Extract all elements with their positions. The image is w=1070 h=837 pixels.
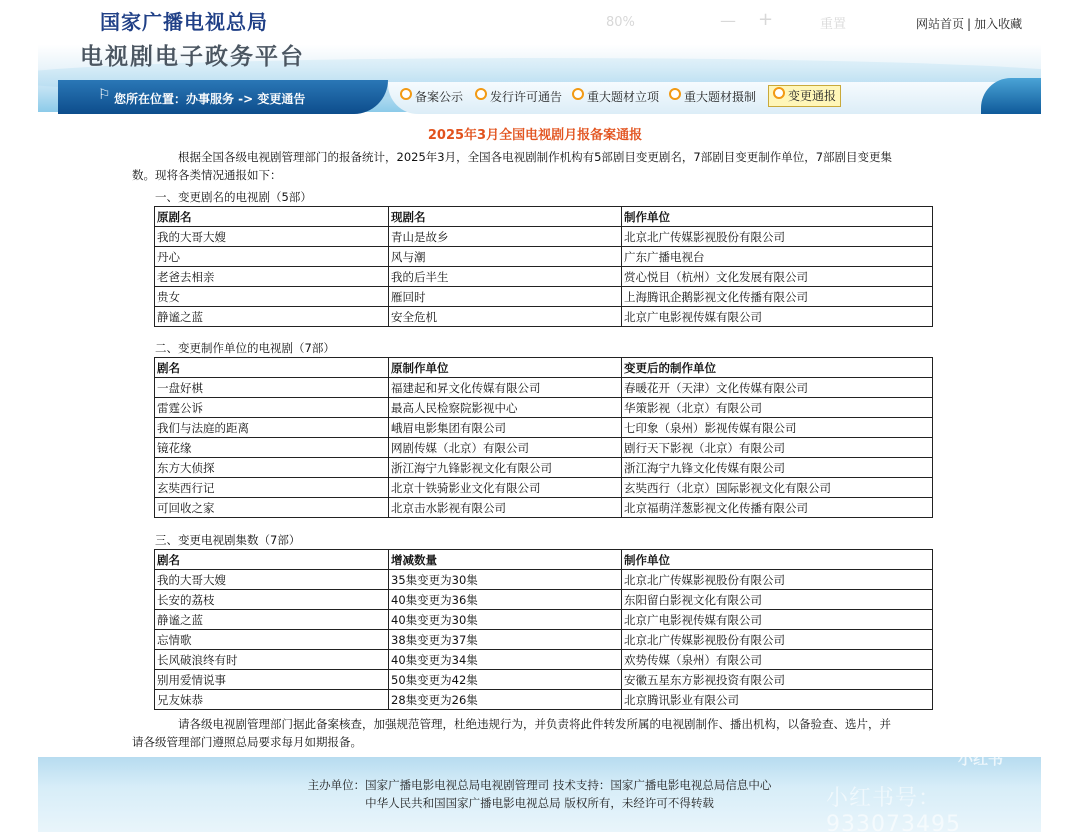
table-cell: 华策影视（北京）有限公司: [622, 398, 933, 418]
table-cell: 安全危机: [389, 307, 622, 327]
zoom-reset-button[interactable]: 重置: [820, 17, 847, 32]
intro-paragraph: [132, 148, 935, 184]
table-cell: 贵女: [155, 287, 389, 307]
tab-major-theme-filming[interactable]: [669, 87, 756, 107]
table-cell: 老爸去相亲: [155, 267, 389, 287]
table-row: [155, 498, 933, 518]
column-header: 变更后的制作单位: [622, 358, 933, 378]
closing-paragraph: [132, 715, 935, 751]
column-header: 现剧名: [389, 207, 622, 227]
table-cell: 赏心悦目（杭州）文化发展有限公司: [622, 267, 933, 287]
table-cell: 静谧之蓝: [155, 307, 389, 327]
zoom-out-button[interactable]: —: [720, 11, 736, 30]
zoom-percent: 80%: [606, 15, 635, 30]
tab-filing-notice[interactable]: [400, 87, 463, 107]
table-cell: 38集变更为37集: [389, 630, 622, 650]
tab-major-theme-project[interactable]: [572, 87, 659, 107]
table-cell: 35集变更为30集: [389, 570, 622, 590]
table-cell: 剧行天下影视（北京）有限公司: [622, 438, 933, 458]
table-cell: 40集变更为34集: [389, 650, 622, 670]
breadcrumb: 您所在位置：办事服务 -> 变更通告: [114, 92, 306, 106]
section-2-heading: 二、变更制作单位的电视剧（7部）: [155, 341, 335, 355]
table-cell: 北京广电影视传媒有限公司: [622, 307, 933, 327]
table-header-row: [155, 358, 933, 378]
zoom-in-button[interactable]: +: [758, 9, 774, 30]
table-row: [155, 590, 933, 610]
table-cell: 青山是故乡: [389, 227, 622, 247]
table-cell: 50集变更为42集: [389, 670, 622, 690]
flag-icon: ⚐: [98, 87, 111, 103]
table-cell: 兄友妹恭: [155, 690, 389, 710]
table-row: [155, 398, 933, 418]
column-header: 制作单位: [622, 550, 933, 570]
renamed-dramas-table: [154, 206, 933, 327]
table-cell: 东方大侦探: [155, 458, 389, 478]
table-row: [155, 227, 933, 247]
radio-ring-icon: [773, 87, 785, 99]
radio-ring-icon: [572, 88, 584, 100]
footer-copyright-line: 中华人民共和国国家广播电影电视总局 版权所有，未经许可不得转载: [365, 796, 714, 810]
table-cell: 广东广播电视台: [622, 247, 933, 267]
table-cell: 玄奘西行记: [155, 478, 389, 498]
table-cell: 玄奘西行（北京）国际影视文化有限公司: [622, 478, 933, 498]
column-header: 剧名: [155, 550, 389, 570]
table-cell: 浙江海宁九锋文化传媒有限公司: [622, 458, 933, 478]
table-row: [155, 438, 933, 458]
table-cell: 28集变更为26集: [389, 690, 622, 710]
table-cell: 上海腾讯企鹅影视文化传播有限公司: [622, 287, 933, 307]
table-cell: 北京广电影视传媒有限公司: [622, 610, 933, 630]
closing-line-1: 请各级电视剧管理部门据此备案核查，加强规范管理，杜绝违规行为，并负责将此件转发所属的电视剧制作、播出机构，以备验查、选片，并: [178, 717, 891, 731]
top-links: [916, 15, 1022, 32]
table-row: [155, 690, 933, 710]
column-header: 增减数量: [389, 550, 622, 570]
table-cell: 北京福萌洋葱影视文化传播有限公司: [622, 498, 933, 518]
table-header-row: [155, 550, 933, 570]
table-cell: 静谧之蓝: [155, 610, 389, 630]
tab-label: 变更通报: [788, 89, 837, 103]
column-header: 原制作单位: [389, 358, 622, 378]
location-bar: [58, 80, 388, 114]
radio-ring-icon: [400, 88, 412, 100]
table-row: [155, 570, 933, 590]
section-3-heading: 三、变更电视剧集数（7部）: [155, 533, 301, 547]
table-cell: 雷霆公诉: [155, 398, 389, 418]
table-cell: 福建起和昇文化传媒有限公司: [389, 378, 622, 398]
table-cell: 一盘好棋: [155, 378, 389, 398]
table-row: [155, 378, 933, 398]
table-cell: 长安的荔枝: [155, 590, 389, 610]
column-header: 制作单位: [622, 207, 933, 227]
section-1-heading: 一、变更剧名的电视剧（5部）: [155, 190, 312, 204]
table-cell: 别用爱情说事: [155, 670, 389, 690]
home-link[interactable]: 网站首页: [916, 17, 965, 31]
tab-label: 重大题材摄制: [684, 90, 757, 104]
table-row: [155, 650, 933, 670]
episode-change-table: [154, 549, 933, 710]
radio-ring-icon: [669, 88, 681, 100]
table-cell: 可回收之家: [155, 498, 389, 518]
producer-change-table: [154, 357, 933, 518]
table-cell: 40集变更为36集: [389, 590, 622, 610]
tab-change-notice[interactable]: [768, 85, 841, 107]
intro-line-1: 根据全国各级电视剧管理部门的报备统计，2025年3月，全国各电视剧制作机构有5部剧目变更剧名，7部剧目变更制作单位，7部剧目变更集: [178, 150, 893, 164]
intro-line-2: 数。现将各类情况通报如下：: [132, 168, 282, 182]
radio-ring-icon: [475, 88, 487, 100]
table-cell: 我们与法庭的距离: [155, 418, 389, 438]
table-row: [155, 630, 933, 650]
link-separator: |: [967, 17, 972, 31]
table-cell: 北京北广传媒影视股份有限公司: [622, 630, 933, 650]
table-cell: 丹心: [155, 247, 389, 267]
footer-sponsor-line: 主办单位：国家广播电影电视总局电视剧管理司 技术支持：国家广播电影电视总局信息中心: [307, 778, 772, 792]
closing-line-2: 请各级管理部门遵照总局要求每月如期报备。: [132, 735, 362, 749]
table-row: [155, 670, 933, 690]
table-cell: 东阳留白影视文化有限公司: [622, 590, 933, 610]
table-cell: 浙江海宁九锋影视文化有限公司: [389, 458, 622, 478]
table-cell: 欢势传媒（泉州）有限公司: [622, 650, 933, 670]
table-row: [155, 287, 933, 307]
table-header-row: [155, 207, 933, 227]
add-favorite-link[interactable]: 加入收藏: [974, 17, 1023, 31]
table-cell: 北京北广传媒影视股份有限公司: [622, 570, 933, 590]
zoom-control: [588, 3, 903, 43]
table-row: [155, 247, 933, 267]
table-cell: 风与潮: [389, 247, 622, 267]
tab-label: 发行许可通告: [490, 90, 563, 104]
table-row: [155, 458, 933, 478]
table-cell: 我的大哥大嫂: [155, 570, 389, 590]
table-cell: 七印象（泉州）影视传媒有限公司: [622, 418, 933, 438]
column-header: 剧名: [155, 358, 389, 378]
table-cell: 镜花缘: [155, 438, 389, 458]
watermark-badge: 小红书: [958, 750, 1004, 768]
watermark-id: 小红书号：933073495: [826, 786, 961, 837]
document-title: 2025年3月全国电视剧月报备案通报: [427, 128, 643, 143]
table-row: [155, 307, 933, 327]
table-cell: 忘情歌: [155, 630, 389, 650]
table-cell: 春暖花开（天津）文化传媒有限公司: [622, 378, 933, 398]
table-cell: 长风破浪终有时: [155, 650, 389, 670]
table-cell: 最高人民检察院影视中心: [389, 398, 622, 418]
tab-distribution-license[interactable]: [475, 87, 562, 107]
table-row: [155, 478, 933, 498]
table-cell: 我的后半生: [389, 267, 622, 287]
platform-title: 电视剧电子政务平台: [80, 44, 305, 70]
tab-label: 备案公示: [415, 90, 464, 104]
table-cell: 雁回时: [389, 287, 622, 307]
table-cell: 北京腾讯影业有限公司: [622, 690, 933, 710]
table-row: [155, 418, 933, 438]
table-cell: 40集变更为30集: [389, 610, 622, 630]
table-cell: 北京击水影视有限公司: [389, 498, 622, 518]
table-cell: 网剧传媒（北京）有限公司: [389, 438, 622, 458]
tab-label: 重大题材立项: [587, 90, 660, 104]
table-cell: 我的大哥大嫂: [155, 227, 389, 247]
table-cell: 北京十铁骑影业文化有限公司: [389, 478, 622, 498]
org-title: 国家广播电视总局: [100, 10, 268, 34]
table-cell: 北京北广传媒影视股份有限公司: [622, 227, 933, 247]
table-cell: 安徽五星东方影视投资有限公司: [622, 670, 933, 690]
column-header: 原剧名: [155, 207, 389, 227]
table-cell: 峨眉电影集团有限公司: [389, 418, 622, 438]
table-row: [155, 610, 933, 630]
table-row: [155, 267, 933, 287]
